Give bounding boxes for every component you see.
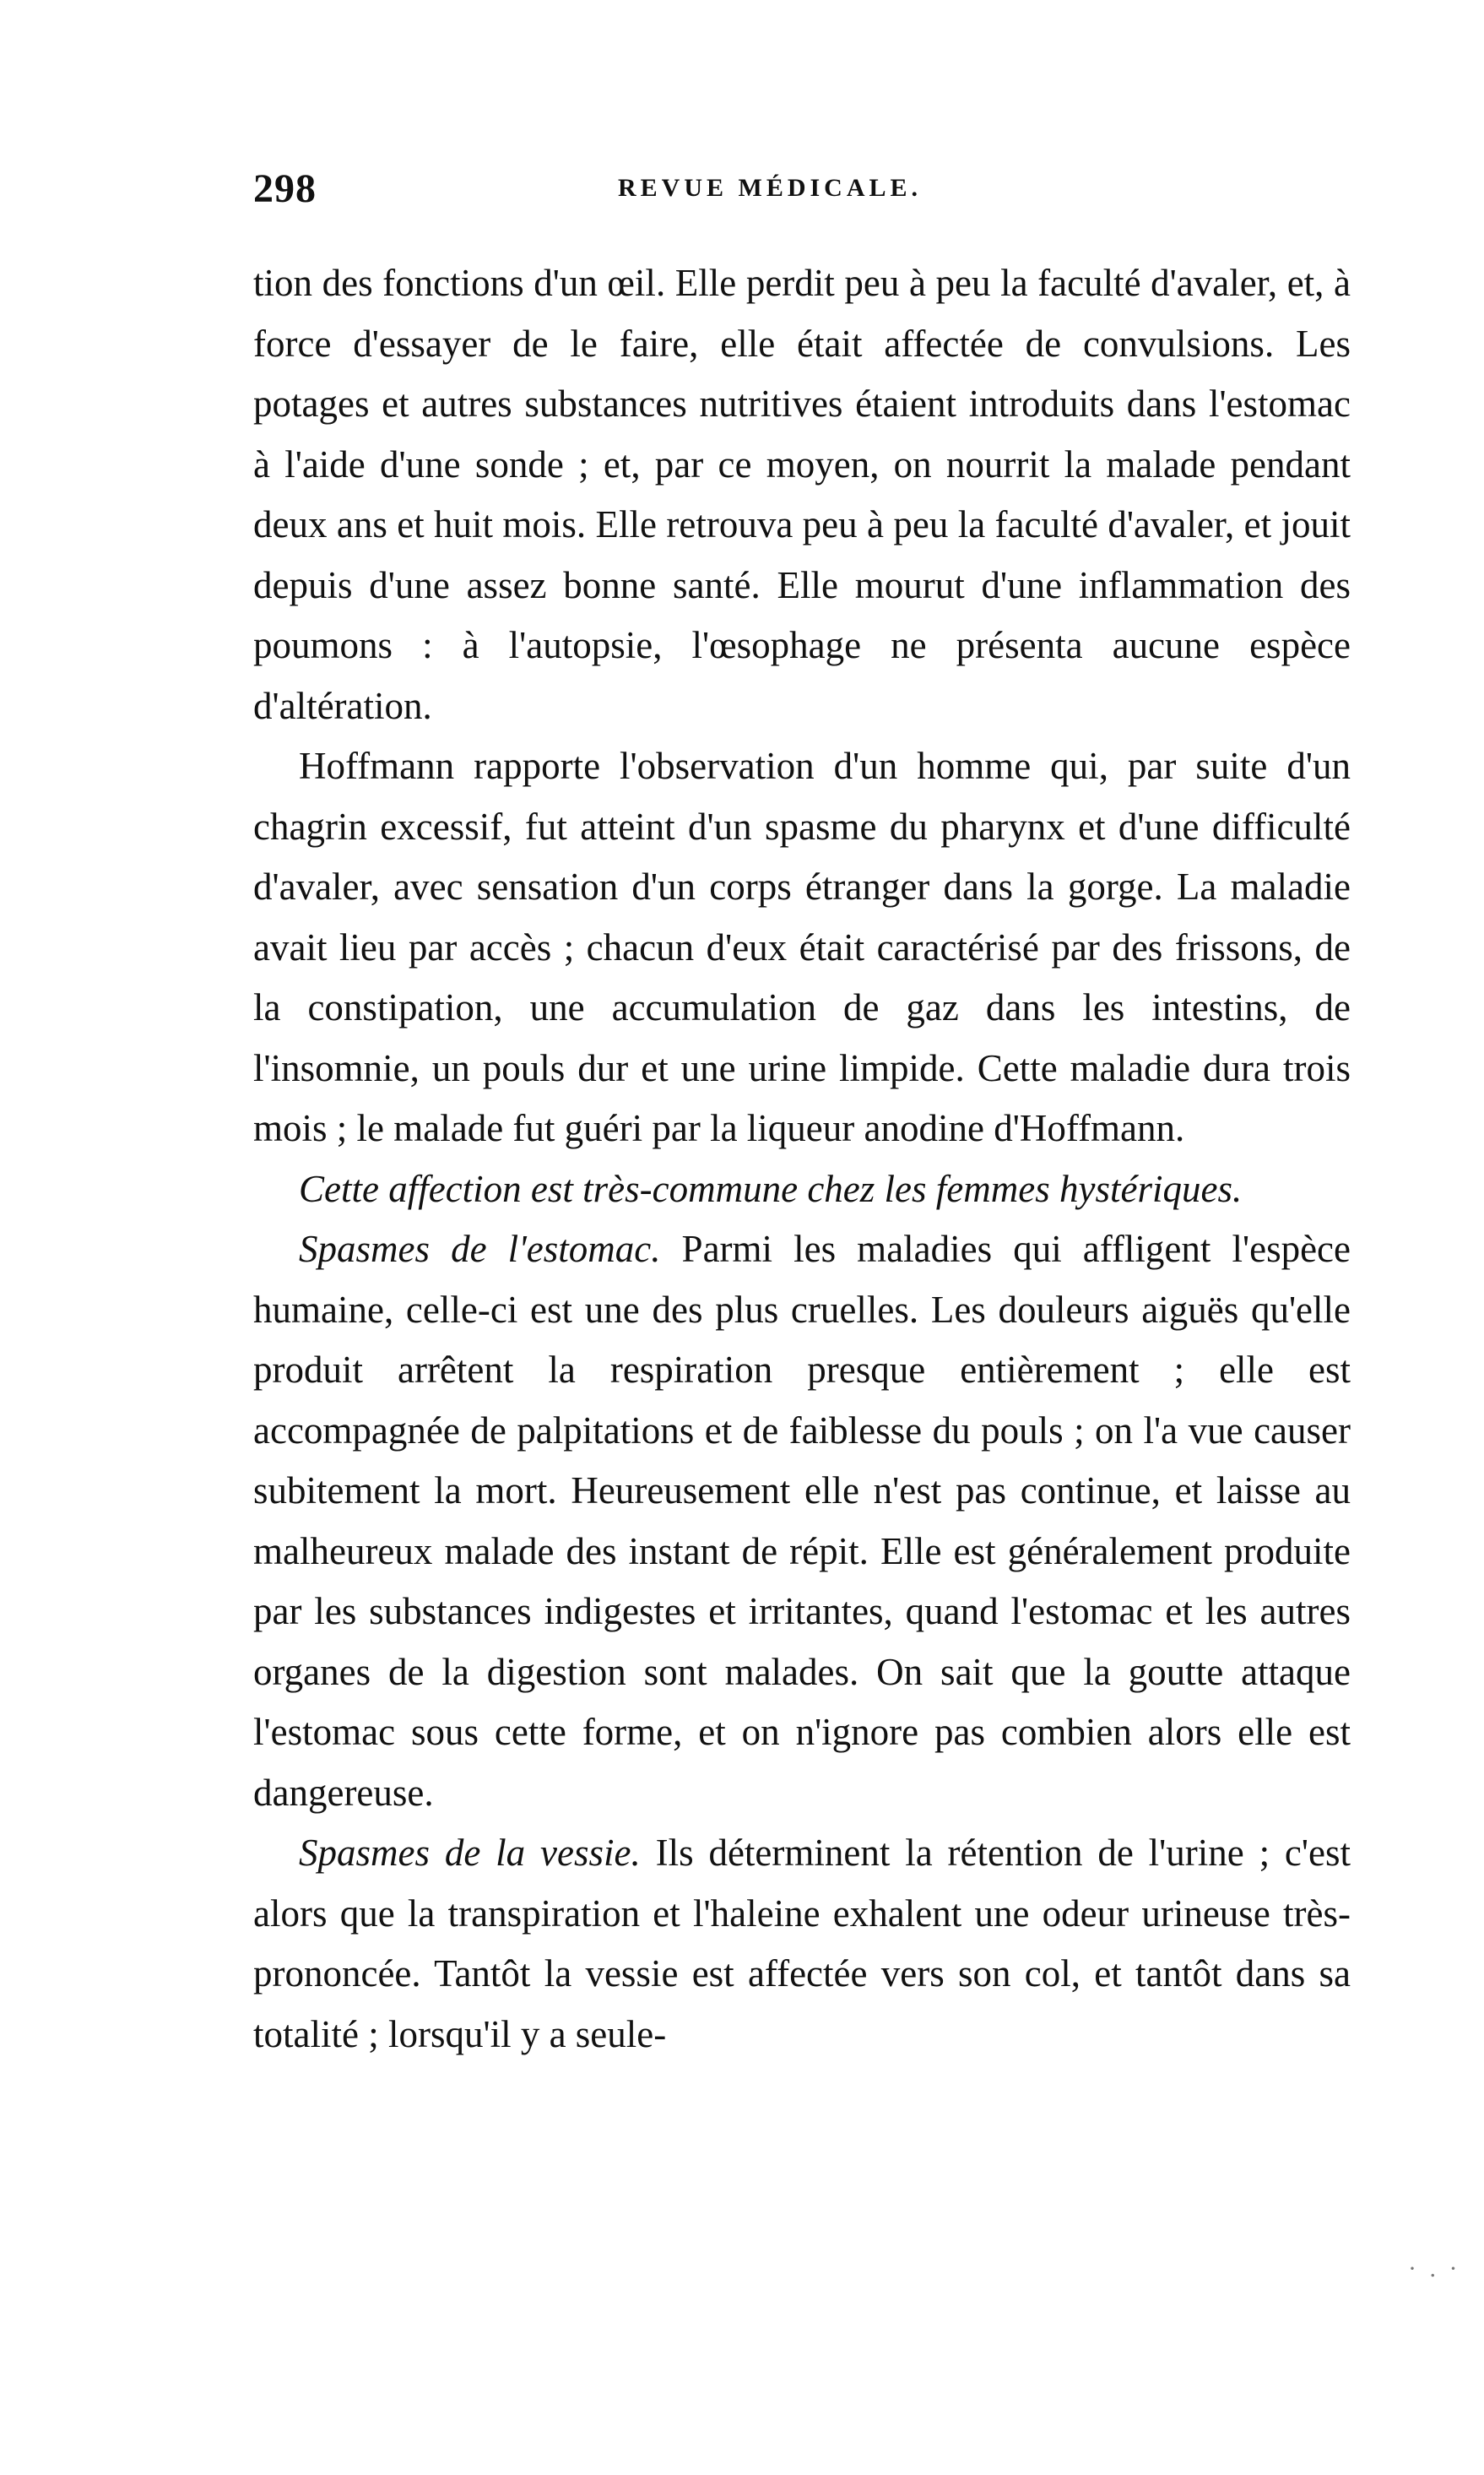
paragraph-spasmes-vessie <box>253 1823 1351 2065</box>
paragraph-text: tion des fonctions d'un œil. Elle perdit peu à peu la faculté d'avaler, et, à force d'essayer de le faire, elle était affectée de convulsions. Les potages et autres substances nutritives étaient introduits dans l'estomac à l'aide d'une sonde ; et, par ce moyen, on nourrit la malade pendant deux ans et huit mois. Elle retrouva peu à peu la faculté d'avaler, et jouit depuis d'une assez bonne santé. Elle mourut d'une inflammation des poumons : à l'autopsie, l'œsophage ne présenta aucune espèce d'altération. <box>253 262 1351 727</box>
page-number: 298 <box>253 166 317 211</box>
paragraph-text: Hoffmann rapporte l'observation d'un homme qui, par suite d'un chagrin excessif, fut atteint d'un spasme du pharynx et d'une difficulté d'avaler, avec sensation d'un corps étranger dans la gorge. La maladie avait lieu par accès ; chacun d'eux était caractérisé par des frissons, de la constipation, une accumulation de gaz dans les intestins, de l'insomnie, un pouls dur et une urine limpide. Cette maladie dura trois mois ; le malade fut guéri par la liqueur anodine d'Hoffmann. <box>253 745 1351 1149</box>
running-head: REVUE MÉDICALE. <box>618 174 923 202</box>
corner-mark: · . · <box>1408 2255 1461 2282</box>
paragraph-note <box>253 1159 1351 1220</box>
section-lead: Spasmes de l'estomac. <box>299 1228 661 1270</box>
paragraph-continuation <box>253 253 1351 736</box>
body-text <box>253 253 1351 2065</box>
paragraph-hoffmann <box>253 736 1351 1159</box>
paragraph-text: Ils déterminent la rétention de l'urine ; c'est alors que la transpiration et l'haleine exhalent une odeur urineuse très-prononcée. Tantôt la vessie est affectée vers son col, et tantôt dans sa totalité ; lorsqu'il y a seule- <box>253 1832 1351 2055</box>
page-header <box>253 166 1351 216</box>
paragraph-spasmes-estomac <box>253 1219 1351 1823</box>
section-lead: Spasmes de la vessie. <box>299 1832 641 1874</box>
paragraph-text: Parmi les maladies qui affligent l'espèce humaine, celle-ci est une des plus cruelles. Les douleurs aiguës qu'elle produit arrêtent la respiration presque entièrement ; elle est accompagnée de palpitations et de faiblesse du pouls ; on l'a vue causer subitement la mort. Heureusement elle n'est pas continue, et laisse au malheureux malade des instant de répit. Elle est généralement produite par les substances indigestes et irritantes, quand l'estomac et les autres organes de la digestion sont malades. On sait que la goutte attaque l'estomac sous cette forme, et on n'ignore pas combien alors elle est dangereuse. <box>253 1228 1351 1814</box>
paragraph-text: Cette affection est très-commune chez les femmes hystériques. <box>299 1167 1243 1210</box>
